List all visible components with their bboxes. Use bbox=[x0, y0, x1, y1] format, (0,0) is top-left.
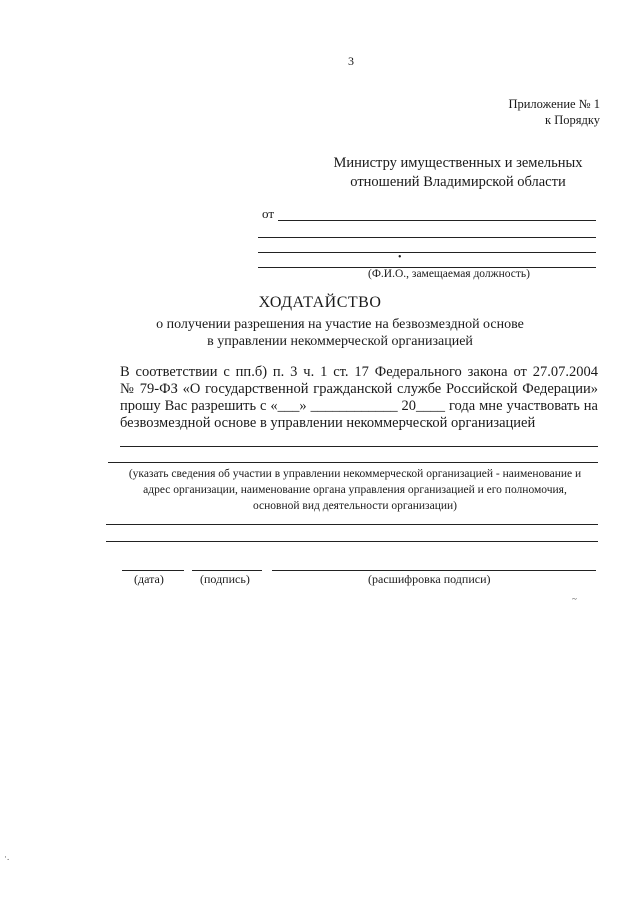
organization-details-line-3[interactable] bbox=[106, 524, 598, 525]
recipient-line-1: Министру имущественных и земельных bbox=[333, 155, 583, 171]
body-line-1: В соответствии с пп.б) п. 3 ч. 1 ст. 17 Федерального закона от 27.07.2004 bbox=[120, 364, 598, 380]
from-position-line-2[interactable] bbox=[258, 252, 596, 253]
small-dot-mark: • bbox=[398, 252, 402, 263]
date-caption: (дата) bbox=[134, 572, 164, 586]
date-line[interactable] bbox=[122, 570, 184, 571]
organization-details-line-4[interactable] bbox=[106, 541, 598, 542]
corner-mark: ~ bbox=[572, 594, 577, 604]
edge-mark: ·. bbox=[4, 852, 10, 862]
body-line-3: прошу Вас разрешить с «___» ____________ 20____ года мне участвовать на bbox=[120, 398, 598, 414]
recipient-line-2: отношений Владимирской области bbox=[350, 174, 566, 190]
signature-line[interactable] bbox=[192, 570, 262, 571]
appendix-line-2: к Порядку bbox=[545, 113, 600, 127]
from-name-line[interactable] bbox=[278, 220, 596, 221]
organization-details-line-1[interactable] bbox=[120, 446, 598, 447]
subtitle-line-1: о получении разрешения на участие на безвозмездной основе bbox=[156, 317, 524, 332]
appendix-line-1: Приложение № 1 bbox=[508, 97, 600, 111]
subtitle-line-2: в управлении некоммерческой организацией bbox=[207, 334, 473, 349]
appendix-header bbox=[508, 96, 600, 128]
signature-decode-caption: (расшифровка подписи) bbox=[368, 572, 491, 586]
signature-decode-line[interactable] bbox=[272, 570, 596, 571]
fio-caption: (Ф.И.О., замещаемая должность) bbox=[368, 268, 530, 280]
from-label: от bbox=[262, 206, 275, 221]
body-line-4: безвозмездной основе в управлении некоммерческой организацией bbox=[120, 415, 536, 431]
instruction-note bbox=[108, 466, 602, 514]
recipient-block bbox=[326, 154, 590, 192]
document-subtitle bbox=[140, 316, 540, 350]
organization-details-line-2[interactable] bbox=[108, 462, 598, 463]
note-line-3: основной вид деятельности организации) bbox=[253, 500, 457, 512]
page-number: 3 bbox=[348, 54, 354, 68]
signature-caption: (подпись) bbox=[200, 572, 250, 586]
body-line-2: № 79-ФЗ «О государственной гражданской службе Российской Федерации» bbox=[120, 381, 598, 397]
note-line-2: адрес организации, наименование органа управления организацией и его полномочия, bbox=[143, 484, 567, 496]
document-title: ХОДАТАЙСТВО bbox=[258, 294, 382, 311]
note-line-1: (указать сведения об участии в управлении некоммерческой организацией - наименование и bbox=[128, 468, 582, 480]
from-position-line-1[interactable] bbox=[258, 237, 596, 238]
petition-body bbox=[120, 364, 598, 432]
